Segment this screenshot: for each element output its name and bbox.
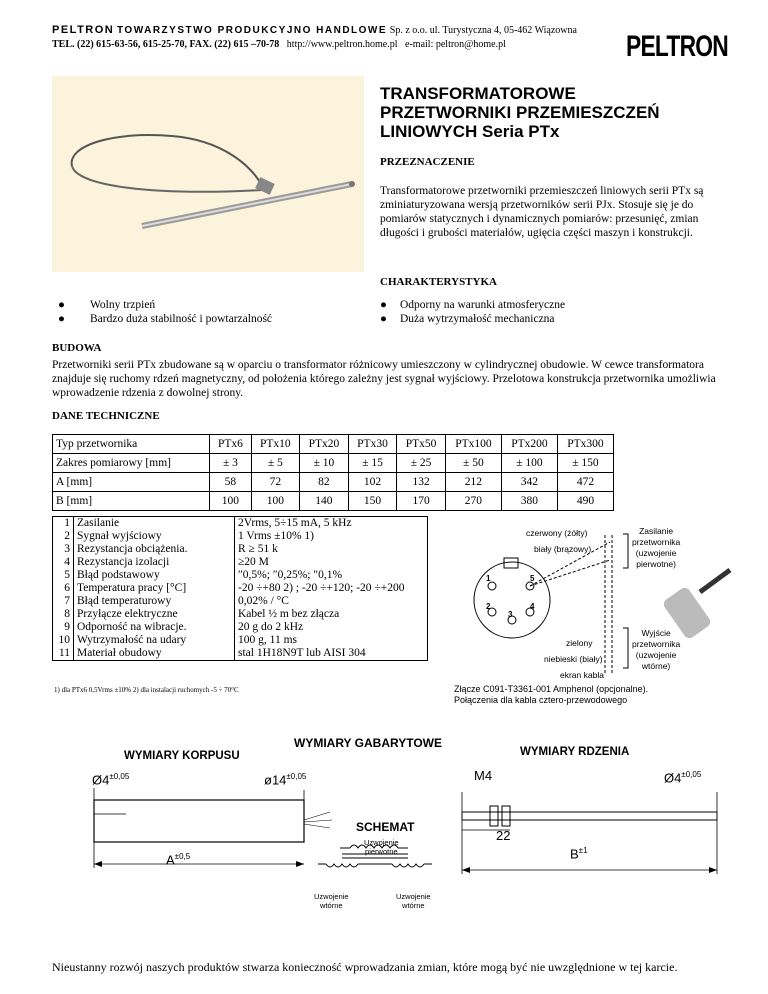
param-cell: Błąd podstawowy bbox=[74, 569, 235, 582]
param-cell: 1 Vrms ±10% 1) bbox=[238, 530, 315, 542]
param-row bbox=[53, 543, 428, 556]
param-row bbox=[53, 530, 428, 543]
connector-diagram bbox=[440, 520, 740, 720]
param-cell: 11 bbox=[53, 647, 74, 661]
param-cell: 6 bbox=[53, 582, 74, 595]
tech-cell: ± 3 bbox=[210, 454, 251, 473]
construction-text: Przetworniki serii PTx zbudowane są w oparciu o transformator różnicowy umieszczony w cylindrycznej obudowie. W cewce transformatora znajduje się ruchomy rdzeń magnetyczny, od położenia którego zależny jest sygnał wyjściowy. Przelotowa konstrukcja przetwornika umożliwia wprowadzenie rdzenia z dowolnej strony. bbox=[52, 359, 716, 399]
wire-label: niebieski (biały) bbox=[544, 654, 603, 664]
param-cell: 3 bbox=[53, 543, 74, 556]
title-line-1: TRANSFORMATOROWE bbox=[380, 84, 576, 103]
features-right bbox=[380, 298, 565, 326]
tech-table bbox=[52, 434, 614, 511]
pin-label: 4 bbox=[530, 602, 535, 611]
product-title bbox=[380, 84, 660, 141]
tech-cell: ± 50 bbox=[445, 454, 501, 473]
tech-row bbox=[53, 435, 614, 454]
tech-cell: PTx30 bbox=[348, 435, 397, 454]
param-cell: Rezystancja obciążenia. bbox=[74, 543, 235, 556]
param-cell: 0,02% / °C bbox=[238, 595, 289, 607]
title-line-2: PRZETWORNIKI PRZEMIESZCZEŃ bbox=[380, 103, 660, 122]
tech-heading: DANE TECHNICZNE bbox=[52, 410, 160, 422]
svg-text:PELTRON: PELTRON bbox=[626, 30, 728, 63]
tech-cell: 342 bbox=[501, 473, 557, 492]
dimension-drawing bbox=[80, 784, 740, 904]
param-cell: 9 bbox=[53, 621, 74, 634]
param-cell: ″0,5%; ″0,25%; ″0,1% bbox=[238, 569, 343, 581]
param-row bbox=[53, 582, 428, 595]
feature-item: ● Odporny na warunki atmosferyczne bbox=[380, 299, 566, 311]
param-cell: 100 g, 11 ms bbox=[238, 634, 297, 646]
tech-cell: 170 bbox=[397, 492, 446, 511]
purpose-heading: PRZEZNACZENIE bbox=[380, 156, 475, 168]
schema-heading: SCHEMAT bbox=[356, 820, 415, 834]
body-diameter: $Ø4^{\pm 0,05}$ bbox=[92, 772, 130, 788]
tech-cell: ± 5 bbox=[251, 454, 300, 473]
param-cell: ≥20 M bbox=[238, 556, 269, 568]
tech-cell: PTx300 bbox=[557, 435, 613, 454]
tech-cell: 82 bbox=[300, 473, 349, 492]
param-cell: Zasilanie bbox=[74, 517, 235, 531]
param-row bbox=[53, 517, 428, 531]
feature-item: ● Wolny trzpień bbox=[58, 299, 156, 311]
core-diameter: $Ø4^{\pm 0,05}$ bbox=[664, 770, 702, 786]
feature-item: ● Duża wytrzymałość mechaniczna bbox=[380, 313, 555, 325]
construction-heading: BUDOWA bbox=[52, 342, 102, 354]
tech-cell: ± 10 bbox=[300, 454, 349, 473]
tech-cell: 132 bbox=[397, 473, 446, 492]
param-cell: 1 bbox=[53, 517, 74, 531]
param-cell: Temperatura pracy [°C] bbox=[74, 582, 235, 595]
param-cell: 8 bbox=[53, 608, 74, 621]
tech-cell: PTx10 bbox=[251, 435, 300, 454]
param-row bbox=[53, 595, 428, 608]
wire-label: czerwony (żółty) bbox=[526, 528, 588, 538]
param-cell: Wytrzymałość na udary bbox=[74, 634, 235, 647]
phones: TEL. (22) 615-63-56, 615-25-70, FAX. (22) 615 –70-78 bbox=[52, 39, 280, 50]
length-a: $A^{\pm 0,5}$ bbox=[166, 852, 191, 868]
tech-row bbox=[53, 492, 614, 511]
tech-cell: 380 bbox=[501, 492, 557, 511]
param-cell: stal 1H18N9T lub AISI 304 bbox=[238, 647, 366, 659]
tech-cell: PTx200 bbox=[501, 435, 557, 454]
tech-cell: 100 bbox=[210, 492, 251, 511]
param-cell: Przyłącze elektryczne bbox=[74, 608, 235, 621]
tech-cell: 140 bbox=[300, 492, 349, 511]
wire-label: biały (brązowy) bbox=[534, 544, 592, 554]
supply-label: Zasilanie przetwornika (uzwojenie pierwotne) bbox=[632, 526, 681, 569]
output-label: Wyjście przetwornika (uzwojenie wtórne) bbox=[632, 628, 681, 671]
tech-cell: 100 bbox=[251, 492, 300, 511]
company-type: TOWARZYSTWO PRODUKCYJNO HANDLOWE bbox=[117, 25, 388, 36]
tech-cell: PTx20 bbox=[300, 435, 349, 454]
param-cell: Kabel ½ m bez złącza bbox=[238, 608, 340, 620]
param-cell: R ≥ 51 k bbox=[238, 543, 278, 555]
company-name: PELTRON bbox=[52, 24, 115, 36]
feature-item: ● Bardzo duża stabilność i powtarzalność bbox=[58, 313, 273, 325]
param-cell: -20 ÷+80 2) ; -20 ÷+120; -20 ÷+200 bbox=[238, 582, 405, 594]
tech-cell: 102 bbox=[348, 473, 397, 492]
pin-label: 2 bbox=[486, 602, 491, 611]
param-cell: 2 bbox=[53, 530, 74, 543]
tech-cell: ± 25 bbox=[397, 454, 446, 473]
length-b: $B^{\pm 1}$ bbox=[570, 846, 588, 862]
param-cell: 2Vrms, 5÷15 mA, 5 kHz bbox=[238, 517, 352, 529]
param-cell: 5 bbox=[53, 569, 74, 582]
param-row bbox=[53, 647, 428, 661]
pin-label: 1 bbox=[486, 574, 491, 583]
tech-cell: 150 bbox=[348, 492, 397, 511]
tech-cell: PTx50 bbox=[397, 435, 446, 454]
body-outer-diameter: $ø14^{\pm 0,05}$ bbox=[264, 772, 307, 788]
param-cell: Sygnał wyjściowy bbox=[74, 530, 235, 543]
param-row bbox=[53, 608, 428, 621]
contact-line bbox=[52, 39, 506, 50]
dimensions-heading: WYMIARY GABARYTOWE bbox=[294, 736, 443, 750]
tech-cell: 490 bbox=[557, 492, 613, 511]
company-header bbox=[52, 24, 577, 36]
tech-cell: ± 15 bbox=[348, 454, 397, 473]
pin-label: 5 bbox=[530, 574, 535, 583]
tech-row bbox=[53, 473, 614, 492]
param-cell: Odporność na wibracje. bbox=[74, 621, 235, 634]
params-table bbox=[52, 516, 428, 661]
tech-cell: B [mm] bbox=[53, 492, 210, 511]
params-footnote: 1) dla PTx6 0,5Vrms ±10% 2) dla instalacji ruchomych -5 ÷ 70°C bbox=[54, 686, 239, 694]
tech-cell: PTx6 bbox=[210, 435, 251, 454]
footer-note: Nieustanny rozwój naszych produktów stwarza konieczność wprowadzania zmian, które mogą być nie uwzględnione w tej karcie. bbox=[52, 960, 678, 974]
param-row bbox=[53, 556, 428, 569]
param-cell: Materiał obudowy bbox=[74, 647, 235, 661]
secondary-left-label: Uzwojenie wtórne bbox=[314, 892, 349, 910]
param-cell: Błąd temperaturowy bbox=[74, 595, 235, 608]
tech-cell: A [mm] bbox=[53, 473, 210, 492]
param-cell: 7 bbox=[53, 595, 74, 608]
tech-cell: Zakres pomiarowy [mm] bbox=[53, 454, 210, 473]
core-dim-heading: WYMIARY RDZENIA bbox=[520, 746, 630, 758]
tech-cell: PTx100 bbox=[445, 435, 501, 454]
title-line-3: LINIOWYCH Seria PTx bbox=[380, 122, 560, 141]
length-22: 22 bbox=[496, 828, 511, 843]
tech-cell: 212 bbox=[445, 473, 501, 492]
param-cell: 10 bbox=[53, 634, 74, 647]
wire-label: zielony bbox=[566, 638, 593, 648]
purpose-text: Transformatorowe przetworniki przemieszczeń liniowych serii PTx są zminiaturyzowana wersją przetworników serii PJx. Stosuje się je do pomiarów statycznych i dynamicznych pomiarów: przesunięć, zmian długości i grubości materiałów, ugięcia części maszyn i konstrukcji. bbox=[380, 185, 704, 239]
tech-cell: 270 bbox=[445, 492, 501, 511]
pin-label: 3 bbox=[508, 610, 513, 619]
wire-label: ekran kabla bbox=[560, 670, 604, 680]
features-left bbox=[58, 298, 272, 326]
company-address: Sp. z o.o. ul. Turystyczna 4, 05-462 Wiązowna bbox=[389, 25, 577, 36]
tech-cell: 58 bbox=[210, 473, 251, 492]
param-row bbox=[53, 634, 428, 647]
email-link[interactable]: e-mail: peltron@home.pl bbox=[405, 39, 506, 50]
tech-cell: 472 bbox=[557, 473, 613, 492]
param-cell: Rezystancja izolacji bbox=[74, 556, 235, 569]
product-photo bbox=[52, 76, 364, 272]
tech-cell: ± 100 bbox=[501, 454, 557, 473]
peltron-logo bbox=[624, 27, 730, 61]
website-link[interactable]: http://www.peltron.home.pl bbox=[286, 39, 398, 50]
param-row bbox=[53, 569, 428, 582]
body-dim-heading: WYMIARY KORPUSU bbox=[124, 750, 240, 762]
features-heading: CHARAKTERYSTYKA bbox=[380, 276, 497, 288]
param-cell: 20 g do 2 kHz bbox=[238, 621, 304, 633]
param-cell: 4 bbox=[53, 556, 74, 569]
tech-cell: Typ przetwornika bbox=[53, 435, 210, 454]
tech-cell: ± 150 bbox=[557, 454, 613, 473]
tech-row bbox=[53, 454, 614, 473]
connector-caption: Złącze C091-T3361-001 Amphenol (opcjonalne). Połączenia dla kabla cztero-przewodowego bbox=[454, 684, 649, 705]
thread-label: M4 bbox=[474, 768, 493, 783]
tech-cell: 72 bbox=[251, 473, 300, 492]
param-row bbox=[53, 621, 428, 634]
primary-winding-label: Uzwojenie pierwotne bbox=[364, 838, 399, 856]
secondary-right-label: Uzwojenie wtórne bbox=[396, 892, 431, 910]
